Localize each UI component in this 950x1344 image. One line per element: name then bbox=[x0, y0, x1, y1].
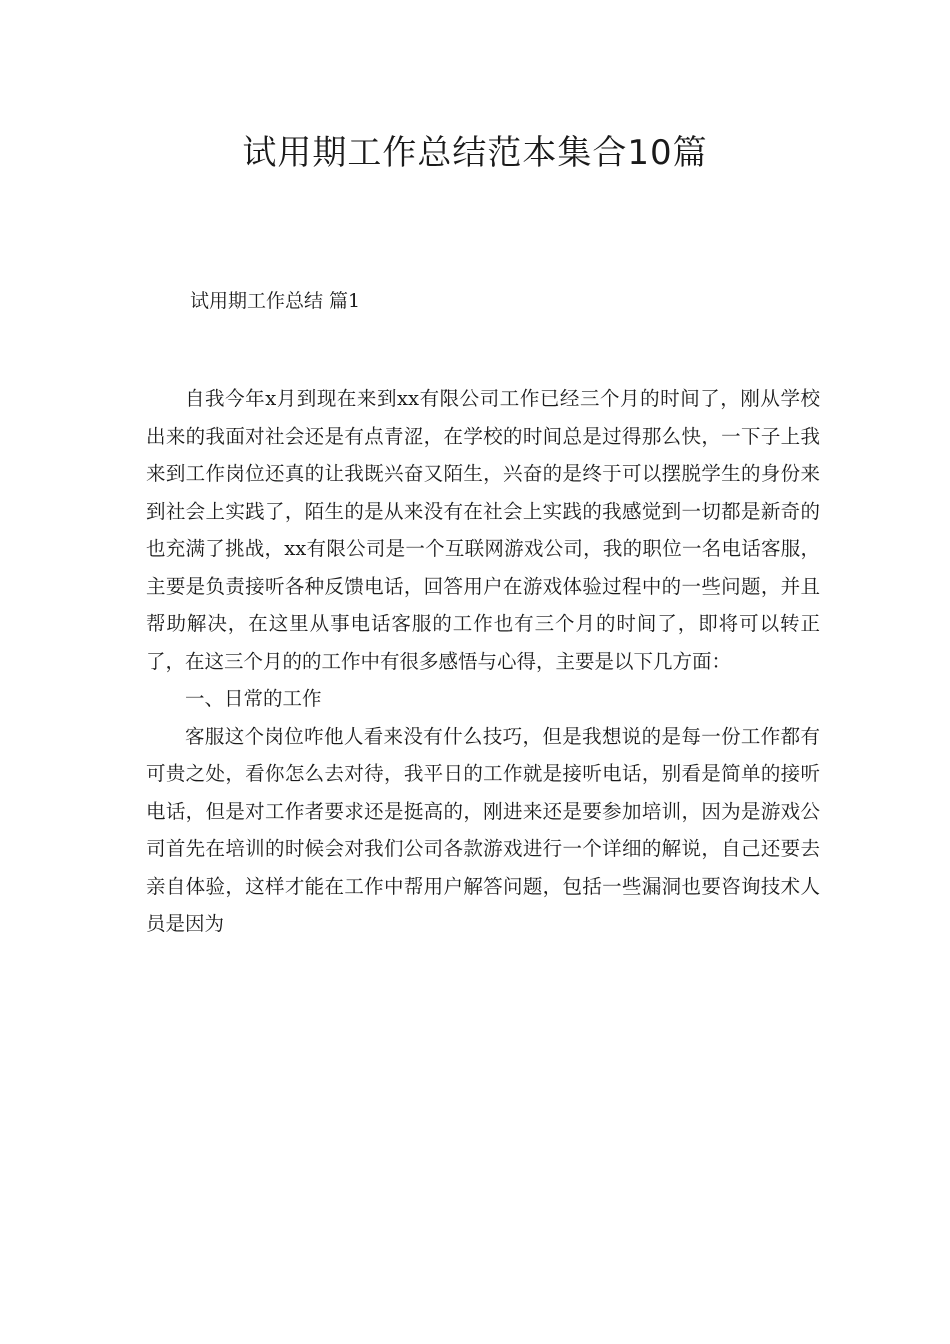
body-paragraph: 客服这个岗位咋他人看来没有什么技巧，但是我想说的是每一份工作都有可贵之处，看你怎么去对待，我平日的工作就是接听电话，别看是简单的接听电话，但是对工作者要求还是挺高的，刚进来还是要参加培训，因为是游戏公司首先在培训的时候会对我们公司各款游戏进行一个详细的解说，自己还要去亲自体验，这样才能在工作中帮用户解答问题，包括一些漏洞也要咨询技术人员是因为 bbox=[146, 724, 820, 935]
section-heading: 一、日常的工作 bbox=[185, 687, 322, 710]
body-paragraph: 自我今年x月到现在来到xx有限公司工作已经三个月的时间了，刚从学校出来的我面对社会还是有点青涩，在学校的时间总是过得那么快，一下子上我来到工作岗位还真的让我既兴奋又陌生，兴奋的是终于可以摆脱学生的身份来到社会上实践了，陌生的是从来没有在社会上实践的我感觉到一切都是新奇的也充满了挑战，xx有限公司是一个互联网游戏公司，我的职位一名电话客服，主要是负责接听各种反馈电话，回答用户在游戏体验过程中的一些问题，并且帮助解决，在这里从事电话客服的工作也有三个月的时间了，即将可以转正了，在这三个月的的工作中有很多感悟与心得，主要是以下几方面： bbox=[146, 387, 820, 673]
section-subtitle: 试用期工作总结 篇1 bbox=[190, 290, 361, 312]
document-body bbox=[146, 380, 820, 943]
document-title: 试用期工作总结范本集合10篇 bbox=[242, 133, 708, 173]
